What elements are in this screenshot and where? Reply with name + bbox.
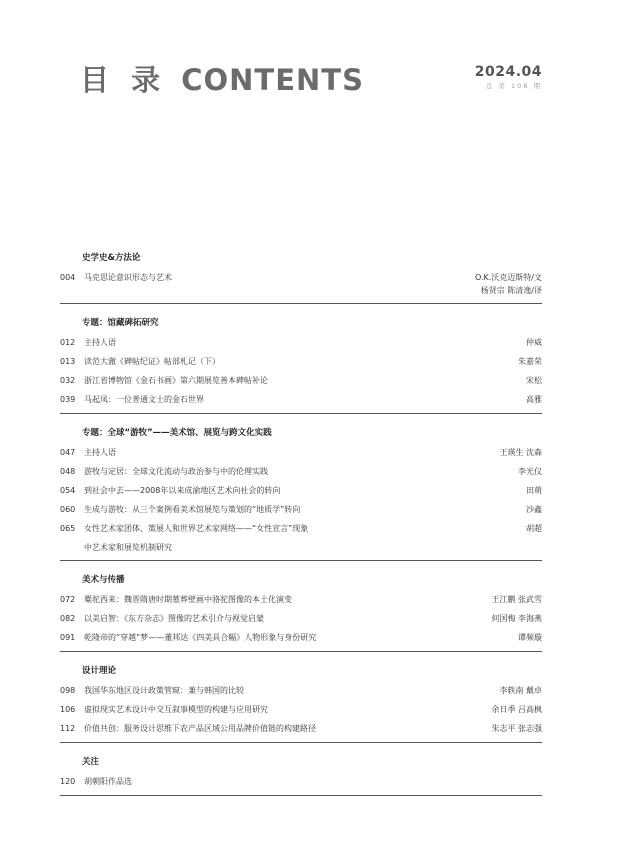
toc-section (60, 570, 542, 652)
toc-entry[interactable] (60, 371, 542, 390)
entry-title: 主持人语 (84, 448, 116, 457)
entry-title-continuation: 中艺术家和展览机制研究 (84, 543, 172, 552)
entry-author (475, 271, 542, 297)
entry-title: 胡朝阳作品选 (84, 777, 132, 786)
toc-entry[interactable] (60, 719, 542, 738)
entry-page: 054 (60, 486, 76, 495)
entry-title: 虚拟现实艺术设计中交互叙事模型的构建与应用研究 (84, 705, 268, 714)
toc-entry[interactable] (60, 628, 542, 647)
entry-page: 013 (60, 357, 76, 366)
toc-entry[interactable] (60, 772, 542, 791)
entry-page: 072 (60, 595, 76, 604)
entry-author: 王江鹏 张武雪 (491, 595, 542, 604)
toc-entry[interactable] (60, 443, 542, 462)
entry-author: 朱志平 张志强 (491, 724, 542, 733)
section-title: 关注 (82, 757, 100, 767)
entry-page: 091 (60, 633, 76, 642)
entry-author: 何国梅 李海燕 (491, 614, 542, 623)
entry-page: 047 (60, 448, 76, 457)
section-title: 专题：馆藏碑拓研究 (82, 318, 159, 328)
section-divider (60, 742, 542, 743)
table-of-contents (60, 248, 542, 805)
entry-page: 060 (60, 505, 76, 514)
issue-info (475, 64, 542, 90)
section-divider (60, 303, 542, 304)
entry-page: 082 (60, 614, 76, 623)
entry-author: 李轶南 戴卓 (499, 686, 542, 695)
entry-title: 橐驼西来：魏晋隋唐时期墓葬壁画中骆驼图像的本土化演变 (84, 595, 292, 604)
entry-title: 我国华东地区设计政策管窥：兼与韩国的比较 (84, 686, 244, 695)
entry-author: 朱嘉荣 (518, 357, 542, 366)
entry-title: 生成与游牧：从三个案例看美术馆展览与策划的“地质学”转向 (84, 505, 301, 514)
entry-title: 游牧与定居：全球文化流动与政治参与中的伦理实践 (84, 467, 268, 476)
entry-title: 马起凤：一位普通文士的金石世界 (84, 395, 204, 404)
entry-author: 胡超 (526, 524, 542, 533)
section-divider (60, 651, 542, 652)
section-divider (60, 795, 542, 796)
toc-entry[interactable] (60, 268, 542, 299)
entry-author: 宋松 (526, 376, 542, 385)
issue-date: 2024.04 (474, 64, 542, 80)
page-title (80, 58, 364, 99)
toc-section (60, 423, 542, 561)
section-divider (60, 560, 542, 561)
entry-page: 120 (60, 777, 76, 786)
entry-page: 004 (60, 273, 76, 282)
toc-entry-continuation (60, 538, 542, 556)
title-english: CONTENTS (181, 63, 364, 97)
toc-entry[interactable] (60, 590, 542, 609)
section-title: 史学史&方法论 (82, 253, 141, 263)
entry-title: 马克思论意识形态与艺术 (84, 273, 172, 282)
entry-author: 沙鑫 (526, 505, 542, 514)
issue-number: 总 第 108 期 (485, 82, 542, 90)
entry-author: 田萌 (526, 486, 542, 495)
toc-entry[interactable] (60, 390, 542, 409)
entry-page: 032 (60, 376, 76, 385)
toc-section (60, 752, 542, 796)
entry-title: 价值共创：服务设计思维下农产品区域公用品牌价值链的构建路径 (84, 724, 316, 733)
toc-entry[interactable] (60, 500, 542, 519)
entry-author: 李光仪 (518, 467, 542, 476)
entry-author: 谭频璇 (518, 633, 542, 642)
toc-entry[interactable] (60, 333, 542, 352)
entry-title: 女性艺术家团体、策展人和世界艺术家网络——“女性宣言”现象 (84, 524, 309, 533)
toc-entry[interactable] (60, 700, 542, 719)
toc-section (60, 661, 542, 743)
toc-section (60, 248, 542, 304)
section-title: 专题：全球“游牧”——美术馆、展览与跨文化实践 (82, 428, 272, 438)
entry-author-line-2: 杨贤宗 陈清逸/译 (480, 286, 542, 295)
toc-entry[interactable] (60, 681, 542, 700)
entry-title: 浙江省博物馆《金石书画》第六期展览善本碑帖补论 (84, 376, 268, 385)
section-title: 美术与传播 (82, 575, 125, 585)
entry-author-line-1: O.K.沃克迈斯特/文 (475, 273, 542, 282)
entry-title: 以美启智：《东方杂志》图像的艺术引介与视觉启蒙 (84, 614, 264, 623)
entry-title: 主持人语 (84, 338, 116, 347)
entry-author: 仲威 (526, 338, 542, 347)
toc-entry[interactable] (60, 519, 542, 538)
entry-author: 高雅 (526, 395, 542, 404)
entry-author: 余日季 吕高枫 (491, 705, 542, 714)
entry-page: 012 (60, 338, 76, 347)
section-divider (60, 413, 542, 414)
toc-section (60, 313, 542, 414)
entry-page: 039 (60, 395, 76, 404)
entry-page: 112 (60, 724, 76, 733)
toc-entry[interactable] (60, 609, 542, 628)
entry-title: 到社会中去——2008年以来成渝地区艺术向社会的转向 (84, 486, 281, 495)
entry-title: 乾隆帝的“穿越”梦——董邦达《四美具合幅》人物形象与身份研究 (84, 633, 317, 642)
entry-page: 065 (60, 524, 76, 533)
entry-page: 048 (60, 467, 76, 476)
toc-entry[interactable] (60, 481, 542, 500)
entry-page: 106 (60, 705, 76, 714)
entry-author: 王瑛生 沈森 (499, 448, 542, 457)
entry-title: 读范大澈《碑帖纪证》帖部札记（下） (84, 357, 220, 366)
title-chinese: 目 录 (80, 63, 167, 97)
section-title: 设计理论 (82, 666, 117, 676)
entry-page: 098 (60, 686, 76, 695)
toc-entry[interactable] (60, 462, 542, 481)
toc-entry[interactable] (60, 352, 542, 371)
